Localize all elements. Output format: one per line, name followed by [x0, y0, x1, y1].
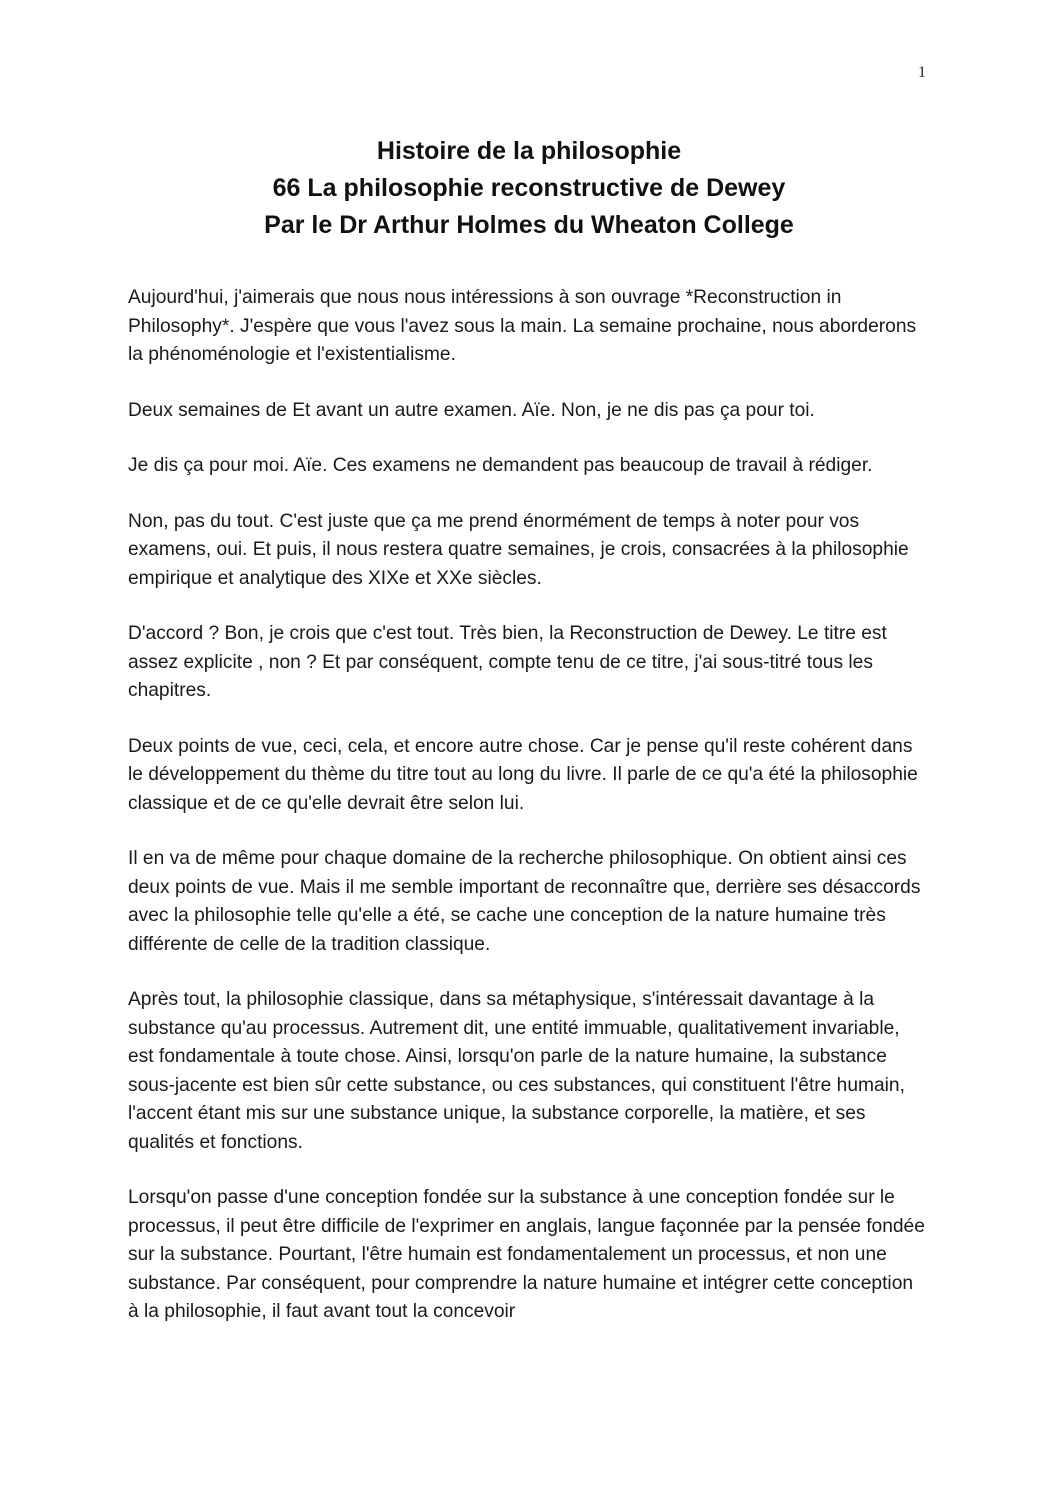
- paragraph: Aujourd'hui, j'aimerais que nous nous intéressions à son ouvrage *Reconstruction in Philosophy*. J'espère que vous l'avez sous la main. La semaine prochaine, nous aborderons la phénoménologie et l'existentialisme.: [128, 287, 917, 365]
- paragraph: Non, pas du tout. C'est juste que ça me prend énormément de temps à noter pour vos examens, oui. Et puis, il nous restera quatre semaines, je crois, consacrées à la philosophie empirique et analytique des XIXe et XXe siècles.: [128, 510, 909, 589]
- paragraph: Après tout, la philosophie classique, dans sa métaphysique, s'intéressait davantage à la substance qu'au processus. Autrement dit, une entité immuable, qualitativement invariable, est fondamentale à toute chose. Ainsi, lorsqu'on parle de la nature humaine, la substance sous-jacente est bien sûr cette substance, ou ces substances, qui constituent l'être humain, l'accent étant mis sur une substance unique, la substance corporelle, la matière, et ses qualités et fonctions.: [128, 989, 905, 1153]
- paragraph: Deux semaines de Et avant un autre examen. Aïe. Non, je ne dis pas ça pour toi.: [128, 399, 815, 421]
- paragraph: D'accord ? Bon, je crois que c'est tout. Très bien, la Reconstruction de Dewey. Le titre est assez explicite , non ? Et par conséquent, compte tenu de ce titre, j'ai sous-titré tous les chapitres.: [128, 623, 887, 701]
- paragraph: Lorsqu'on passe d'une conception fondée sur la substance à une conception fondée sur le processus, il peut être difficile de l'exprimer en anglais, langue façonnée par la pensée fondée sur la substance. Pourtant, l'être humain est fondamentalement un processus, et non une substance. Par conséquent, pour comprendre la nature humaine et intégrer cette conception à la philosophie, il faut avant tout la concevoir: [128, 1187, 925, 1322]
- paragraph: Deux points de vue, ceci, cela, et encore autre chose. Car je pense qu'il reste cohérent dans le développement du thème du titre tout au long du livre. Il parle de ce qu'a été la philosophie classique et de ce qu'elle devrait être selon lui.: [128, 735, 918, 814]
- document-body: [128, 284, 928, 1354]
- paragraph: Je dis ça pour moi. Aïe. Ces examens ne demandent pas beaucoup de travail à rédiger.: [128, 455, 873, 476]
- document-title: [0, 133, 1058, 244]
- title-line-lecture: 66 La philosophie reconstructive de Dewey: [272, 174, 786, 202]
- title-line-author: Par le Dr Arthur Holmes du Wheaton College: [264, 211, 794, 239]
- title-line-series: Histoire de la philosophie: [376, 137, 682, 165]
- paragraph: Il en va de même pour chaque domaine de la recherche philosophique. On obtient ainsi ces deux points de vue. Mais il me semble important de reconnaître que, derrière ses désaccords avec la philosophie telle qu'elle a été, se cache une conception de la nature humaine très différente de celle de la tradition classique.: [128, 848, 921, 955]
- page-number: 1: [918, 64, 926, 81]
